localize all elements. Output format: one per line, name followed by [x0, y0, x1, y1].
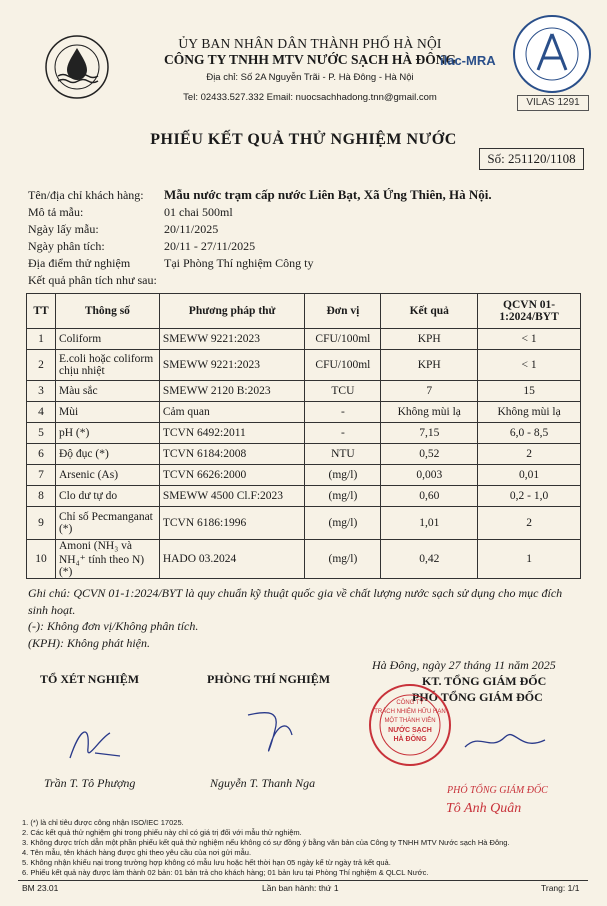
- info-label-sample: Mô tả mẫu:: [28, 205, 84, 219]
- sig-role-right: PHÓ TỔNG GIÁM ĐỐC: [447, 785, 548, 796]
- cell-tt: 5: [27, 423, 56, 444]
- cell-method: HADO 03.2024: [159, 540, 305, 579]
- cell-method: TCVN 6184:2008: [159, 444, 305, 465]
- cell-param: Mùi: [55, 402, 159, 423]
- note-kph: (KPH): Không phát hiện.: [28, 636, 150, 650]
- cell-tt: 8: [27, 486, 56, 507]
- svg-text:ilac-MRA: ilac-MRA: [440, 53, 496, 68]
- company-seal: CÔNG TY TRÁCH NHIỆM HỮU HẠN MỘT THÀNH VIÊN NƯỚC SẠCH HÀ ĐÔNG: [368, 683, 452, 767]
- cell-param: Coliform: [55, 329, 159, 350]
- cell-param: Arsenic (As): [55, 465, 159, 486]
- info-label-results: Kết quả phân tích như sau:: [28, 273, 157, 287]
- ilac-mra-logo: [438, 48, 504, 72]
- info-value-location: Tại Phòng Thí nghiệm Công ty: [164, 256, 314, 270]
- accreditation-badge: [512, 14, 592, 94]
- cell-unit: -: [305, 423, 381, 444]
- cell-method: SMEWW 4500 Cl.F:2023: [159, 486, 305, 507]
- signature-left: [60, 718, 130, 768]
- cell-tt: 1: [27, 329, 56, 350]
- cell-standard: < 1: [478, 329, 581, 350]
- cell-param: Độ đục (*): [55, 444, 159, 465]
- cell-standard: 6,0 - 8,5: [478, 423, 581, 444]
- cell-result: KPH: [381, 350, 478, 381]
- cell-result: 0,60: [381, 486, 478, 507]
- cell-unit: TCU: [305, 381, 381, 402]
- cell-standard: 2: [478, 507, 581, 540]
- table-row: [27, 507, 581, 540]
- cell-standard: Không mùi lạ: [478, 402, 581, 423]
- header-contact: Tel: 02433.527.332 Email: nuocsachhadong.tnn@gmail.com: [183, 92, 437, 103]
- info-label-sampling-date: Ngày lấy mẫu:: [28, 222, 99, 236]
- cell-standard: 0,2 - 1,0: [478, 486, 581, 507]
- info-label-customer: Tên/địa chỉ khách hàng:: [28, 188, 144, 202]
- cell-unit: (mg/l): [305, 465, 381, 486]
- footnote-6: 6. Phiếu kết quả này được làm thành 02 bản: 01 bản trả cho khách hàng; 01 bản lưu tại Phòng Thí nghiệm & QLCL Nước.: [22, 868, 429, 877]
- header-method: Phương pháp thử: [159, 294, 305, 329]
- table-row: [27, 402, 581, 423]
- cell-tt: 7: [27, 465, 56, 486]
- cell-tt: 4: [27, 402, 56, 423]
- table-row: [27, 465, 581, 486]
- header-address: Địa chỉ: Số 2A Nguyễn Trãi - P. Hà Đông - Hà Nội: [206, 72, 414, 83]
- sig-title-lab-team: TỔ XÉT NGHIỆM: [40, 672, 140, 686]
- cell-unit: CFU/100ml: [305, 350, 381, 381]
- cell-result: 7,15: [381, 423, 478, 444]
- company-logo: [44, 34, 110, 100]
- info-value-customer: Mẫu nước trạm cấp nước Liên Bạt, Xã Ứng Thiên, Hà Nội.: [164, 187, 492, 202]
- info-value-sampling-date: 20/11/2025: [164, 222, 219, 236]
- footnote-4: 4. Tên mẫu, tên khách hàng được ghi theo yêu cầu của nơi gửi mẫu.: [22, 848, 252, 857]
- issue-number: Lần ban hành: thứ 1: [262, 883, 339, 893]
- cell-method: TCVN 6492:2011: [159, 423, 305, 444]
- signature-right: [460, 722, 550, 762]
- cell-unit: -: [305, 402, 381, 423]
- sig-title-laboratory: PHÒNG THÍ NGHIỆM: [207, 672, 331, 686]
- cell-tt: 9: [27, 507, 56, 540]
- page-number: Trang: 1/1: [541, 883, 580, 893]
- footnote-3: 3. Không được trích dẫn một phần phiếu kết quả thử nghiệm nếu không có sự đồng ý bằng văn bản của Công ty TNHH MTV Nước sạch Hà Đông.: [22, 838, 510, 847]
- cell-method: SMEWW 9221:2023: [159, 329, 305, 350]
- table-row: [27, 329, 581, 350]
- cell-method: TCVN 6186:1996: [159, 507, 305, 540]
- cell-method: Cảm quan: [159, 402, 305, 423]
- header-unit: Đơn vị: [305, 294, 381, 329]
- table-row: [27, 381, 581, 402]
- cell-standard: 15: [478, 381, 581, 402]
- header-param: Thông số: [55, 294, 159, 329]
- header-standard: QCVN 01-1:2024/BYT: [478, 294, 581, 329]
- footnote-1: 1. (*) là chỉ tiêu được công nhận ISO/IEC 17025.: [22, 818, 184, 827]
- cell-result: 0,003: [381, 465, 478, 486]
- sig-name-left: Trần T. Tô Phượng: [44, 776, 136, 790]
- table-row: [27, 486, 581, 507]
- cell-param: pH (*): [55, 423, 159, 444]
- footnote-2: 2. Các kết quả thử nghiệm ghi trong phiếu này chỉ có giá trị đối với mẫu thử nghiệm.: [22, 828, 302, 837]
- cell-unit: NTU: [305, 444, 381, 465]
- note-dash: (-): Không đơn vị/Không phân tích.: [28, 619, 199, 633]
- info-label-location: Địa điểm thử nghiệm: [28, 256, 131, 270]
- info-value-sample: 01 chai 500ml: [164, 205, 233, 219]
- cell-param: Clo dư tự do: [55, 486, 159, 507]
- info-value-analysis-date: 20/11 - 27/11/2025: [164, 239, 256, 253]
- footnote-5: 5. Không nhận khiếu nại trong trường hợp không có mẫu lưu hoặc hết thời hạn 05 ngày kể từ ngày trả kết quả.: [22, 858, 391, 867]
- sig-name-mid: Nguyễn T. Thanh Nga: [210, 776, 316, 790]
- document-title: PHIẾU KẾT QUẢ THỬ NGHIỆM NƯỚC: [150, 131, 457, 148]
- cell-standard: 0,01: [478, 465, 581, 486]
- cell-tt: 3: [27, 381, 56, 402]
- header-company: CÔNG TY TNHH MTV NƯỚC SẠCH HÀ ĐÔNG: [164, 52, 456, 67]
- cell-tt: 10: [27, 540, 56, 579]
- info-label-analysis-date: Ngày phân tích:: [28, 239, 105, 253]
- table-row: [27, 444, 581, 465]
- date-place: Hà Đông, ngày 27 tháng 11 năm 2025: [372, 658, 556, 672]
- cell-tt: 2: [27, 350, 56, 381]
- cell-unit: (mg/l): [305, 486, 381, 507]
- table-row: [27, 350, 581, 381]
- cell-param: Màu sắc: [55, 381, 159, 402]
- form-code: BM 23.01: [22, 883, 59, 893]
- table-header-row: [27, 294, 581, 329]
- cell-method: SMEWW 2120 B:2023: [159, 381, 305, 402]
- vilas-code: VILAS 1291: [517, 95, 589, 111]
- cell-unit: (mg/l): [305, 507, 381, 540]
- header-tt: TT: [27, 294, 56, 329]
- cell-param: Chỉ số Pecmanganat (*): [55, 507, 159, 540]
- note-standard: Ghi chú: QCVN 01-1:2024/BYT là quy chuẩn kỹ thuật quốc gia về chất lượng nước sạch sử dụng cho mục đích sinh hoạt.: [28, 586, 563, 617]
- cell-unit: (mg/l): [305, 540, 381, 579]
- cell-param: Amoni (NH₃ và NH₄⁺ tính theo N) (*): [55, 540, 159, 579]
- cell-tt: 6: [27, 444, 56, 465]
- cell-result: KPH: [381, 329, 478, 350]
- cell-unit: CFU/100ml: [305, 329, 381, 350]
- cell-method: SMEWW 9221:2023: [159, 350, 305, 381]
- cell-method: TCVN 6626:2000: [159, 465, 305, 486]
- cell-result: 0,42: [381, 540, 478, 579]
- cell-result: 1,01: [381, 507, 478, 540]
- header-authority: ỦY BAN NHÂN DÂN THÀNH PHỐ HÀ NỘI: [178, 36, 442, 51]
- cell-standard: < 1: [478, 350, 581, 381]
- table-row: [27, 540, 581, 579]
- cell-result: 0,52: [381, 444, 478, 465]
- footer-divider: [18, 880, 588, 881]
- header-result: Kết quả: [381, 294, 478, 329]
- cell-standard: 1: [478, 540, 581, 579]
- cell-result: 7: [381, 381, 478, 402]
- results-table: [26, 293, 581, 579]
- cell-param: E.coli hoặc coliform chịu nhiệt: [55, 350, 159, 381]
- cell-standard: 2: [478, 444, 581, 465]
- sig-title-acting: KT. TỔNG GIÁM ĐỐC: [422, 674, 547, 688]
- table-row: [27, 423, 581, 444]
- sig-title-deputy: PHÓ TỔNG GIÁM ĐỐC: [412, 690, 543, 704]
- cell-result: Không mùi lạ: [381, 402, 478, 423]
- signature-mid: [240, 700, 310, 770]
- document-number: Số: 251120/1108: [479, 148, 584, 170]
- sig-name-right: Tô Anh Quân: [446, 801, 522, 816]
